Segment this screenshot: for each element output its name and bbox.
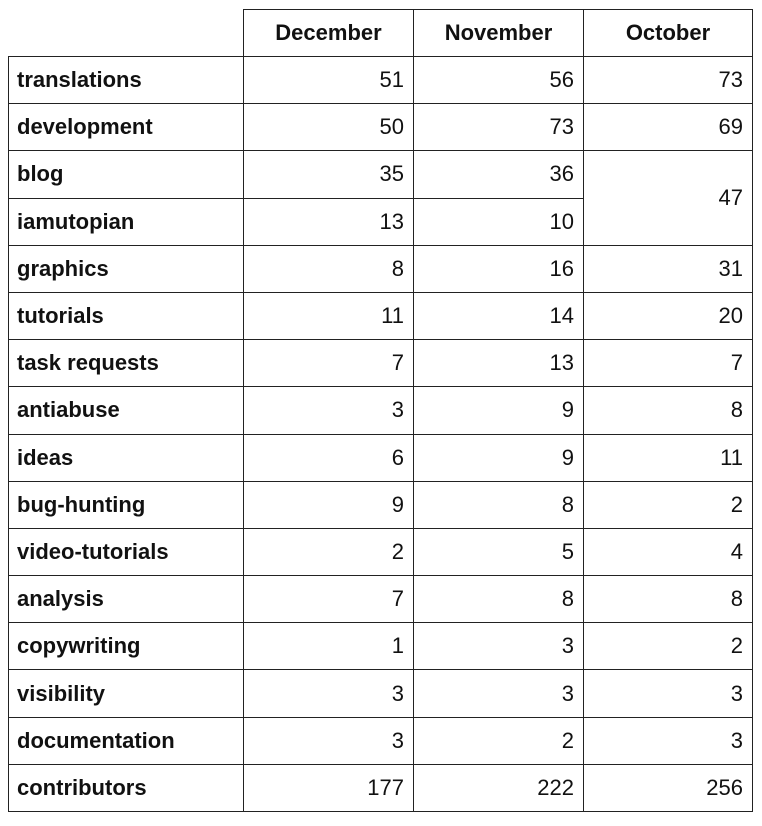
cell-november: 13 (414, 340, 584, 387)
table-row (9, 670, 753, 717)
cell-october: 2 (584, 481, 753, 528)
row-label: tutorials (9, 292, 244, 339)
cell-november: 36 (414, 151, 584, 198)
row-label: video-tutorials (9, 528, 244, 575)
table-row (9, 434, 753, 481)
cell-october: 2 (584, 623, 753, 670)
row-label: ideas (9, 434, 244, 481)
cell-december: 1 (244, 623, 414, 670)
row-label: development (9, 104, 244, 151)
cell-october: 11 (584, 434, 753, 481)
cell-december: 51 (244, 57, 414, 104)
row-label: analysis (9, 576, 244, 623)
row-label: visibility (9, 670, 244, 717)
row-label: translations (9, 57, 244, 104)
cell-december: 2 (244, 528, 414, 575)
cell-november: 2 (414, 717, 584, 764)
cell-october: 3 (584, 670, 753, 717)
cell-november: 10 (414, 198, 584, 245)
row-label: blog (9, 151, 244, 198)
table-row (9, 387, 753, 434)
cell-december: 7 (244, 576, 414, 623)
cell-october: 256 (584, 764, 753, 811)
cell-december: 3 (244, 387, 414, 434)
header-row (9, 10, 753, 57)
cell-october: 7 (584, 340, 753, 387)
cell-december: 13 (244, 198, 414, 245)
cell-october: 31 (584, 245, 753, 292)
cell-november: 73 (414, 104, 584, 151)
cell-december: 8 (244, 245, 414, 292)
cell-november: 8 (414, 481, 584, 528)
cell-october: 3 (584, 717, 753, 764)
cell-october: 20 (584, 292, 753, 339)
cell-december: 35 (244, 151, 414, 198)
row-label: antiabuse (9, 387, 244, 434)
table-row (9, 764, 753, 811)
column-header-november: November (414, 10, 584, 57)
cell-december: 9 (244, 481, 414, 528)
cell-december: 3 (244, 717, 414, 764)
cell-october: 69 (584, 104, 753, 151)
row-label: iamutopian (9, 198, 244, 245)
cell-november: 5 (414, 528, 584, 575)
row-label: graphics (9, 245, 244, 292)
table-row (9, 717, 753, 764)
table-row (9, 57, 753, 104)
row-label: documentation (9, 717, 244, 764)
cell-november: 3 (414, 670, 584, 717)
row-label: bug-hunting (9, 481, 244, 528)
table-row (9, 528, 753, 575)
cell-december: 50 (244, 104, 414, 151)
table-row (9, 576, 753, 623)
row-label: task requests (9, 340, 244, 387)
table-row (9, 104, 753, 151)
cell-october: 8 (584, 576, 753, 623)
table-row (9, 340, 753, 387)
cell-december: 11 (244, 292, 414, 339)
cell-november: 16 (414, 245, 584, 292)
corner-cell (9, 10, 244, 57)
cell-october-merged: 47 (584, 151, 753, 245)
cell-november: 222 (414, 764, 584, 811)
table-row (9, 151, 753, 198)
cell-november: 8 (414, 576, 584, 623)
table-row (9, 481, 753, 528)
table-row (9, 245, 753, 292)
column-header-december: December (244, 10, 414, 57)
cell-december: 3 (244, 670, 414, 717)
cell-december: 177 (244, 764, 414, 811)
cell-november: 56 (414, 57, 584, 104)
stats-table (8, 9, 753, 812)
cell-november: 14 (414, 292, 584, 339)
row-label: contributors (9, 764, 244, 811)
cell-november: 3 (414, 623, 584, 670)
cell-november: 9 (414, 387, 584, 434)
cell-october: 73 (584, 57, 753, 104)
column-header-october: October (584, 10, 753, 57)
cell-october: 8 (584, 387, 753, 434)
cell-december: 6 (244, 434, 414, 481)
row-label: copywriting (9, 623, 244, 670)
cell-december: 7 (244, 340, 414, 387)
cell-october: 4 (584, 528, 753, 575)
table-row (9, 292, 753, 339)
table-row (9, 623, 753, 670)
cell-november: 9 (414, 434, 584, 481)
